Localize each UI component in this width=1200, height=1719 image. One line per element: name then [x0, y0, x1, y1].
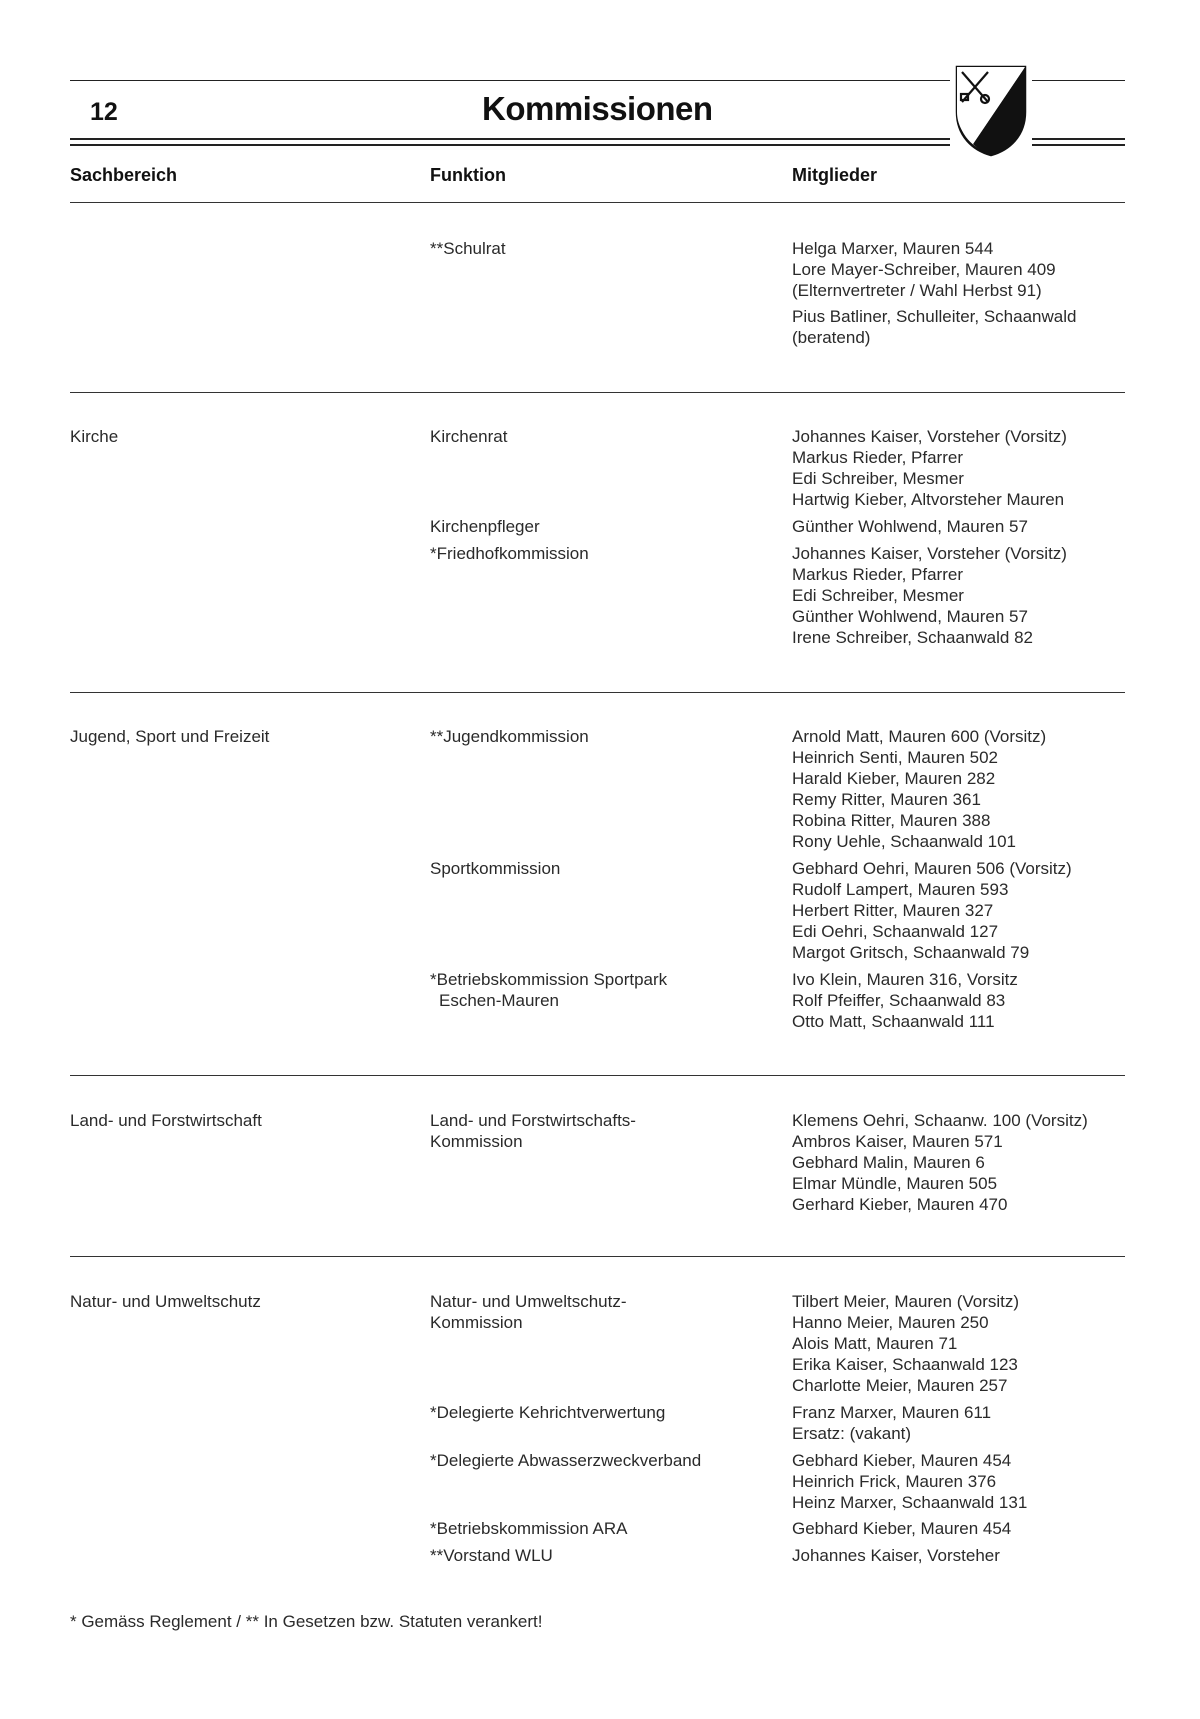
- funktion-line: Land- und Forstwirtschafts-: [430, 1111, 636, 1130]
- funktion-line: *Betriebskommission Sportpark: [430, 970, 668, 989]
- mitglieder-cell: [792, 543, 1067, 648]
- mitglieder-cell: [792, 1110, 1088, 1215]
- member-line: Johannes Kaiser, Vorsteher (Vorsitz): [792, 427, 1067, 446]
- mitglieder-cell: [792, 238, 1056, 301]
- funktion-cell: [430, 426, 507, 447]
- member-line: Remy Ritter, Mauren 361: [792, 790, 981, 809]
- member-line: Herbert Ritter, Mauren 327: [792, 901, 994, 920]
- member-line: Rony Uehle, Schaanwald 101: [792, 832, 1016, 851]
- member-line: Franz Marxer, Mauren 611: [792, 1403, 992, 1422]
- member-line: Charlotte Meier, Mauren 257: [792, 1376, 1008, 1395]
- header-top-rule: [70, 80, 950, 81]
- member-line: Gebhard Oehri, Mauren 506 (Vorsitz): [792, 859, 1072, 878]
- header-top-rule-right: [1032, 80, 1125, 81]
- member-line: (Elternvertreter / Wahl Herbst 91): [792, 281, 1042, 300]
- page-number: 12: [90, 98, 118, 126]
- funktion-line: Kirchenrat: [430, 427, 508, 446]
- member-line: Helga Marxer, Mauren 544: [792, 239, 994, 258]
- sachbereich-cell: Natur- und Umweltschutz: [70, 1292, 261, 1311]
- mitglieder-cell: [792, 426, 1067, 510]
- member-line: Heinz Marxer, Schaanwald 131: [792, 1493, 1028, 1512]
- funktion-cell: [430, 516, 540, 537]
- member-line: Markus Rieder, Pfarrer: [792, 448, 963, 467]
- funktion-cell: [430, 1110, 636, 1152]
- member-line: Ambros Kaiser, Mauren 571: [792, 1132, 1003, 1151]
- section-rule: [70, 1075, 1125, 1076]
- mitglieder-cell: [792, 1291, 1019, 1396]
- member-line: Rudolf Lampert, Mauren 593: [792, 880, 1009, 899]
- funktion-cell: [430, 1402, 665, 1423]
- page-title: Kommissionen: [482, 90, 713, 127]
- coat-of-arms-icon: [954, 64, 1028, 158]
- member-line: Günther Wohlwend, Mauren 57: [792, 607, 1028, 626]
- header-double-rule-4: [1032, 144, 1125, 146]
- mitglieder-cell: [792, 1402, 991, 1444]
- header-double-rule-3: [1032, 138, 1125, 140]
- funktion-line: Kommission: [430, 1313, 523, 1332]
- member-line: Ersatz: (vakant): [792, 1424, 912, 1443]
- header-double-rule-2: [70, 144, 950, 146]
- funktion-cell: [430, 1450, 701, 1471]
- funktion-line: **Jugendkommission: [430, 727, 589, 746]
- member-line: Harald Kieber, Mauren 282: [792, 769, 996, 788]
- mitglieder-cell: [792, 306, 1076, 348]
- member-line: Edi Schreiber, Mesmer: [792, 469, 964, 488]
- member-line: Johannes Kaiser, Vorsteher (Vorsitz): [792, 544, 1067, 563]
- funktion-line: *Delegierte Kehrichtverwertung: [430, 1403, 666, 1422]
- sachbereich-cell: Kirche: [70, 427, 119, 446]
- funktion-line: Natur- und Umweltschutz-: [430, 1292, 627, 1311]
- funktion-line: *Friedhofkommission: [430, 544, 589, 563]
- column-header-funktion: Funktion: [430, 165, 506, 185]
- member-line: Margot Gritsch, Schaanwald 79: [792, 943, 1030, 962]
- member-line: Gebhard Malin, Mauren 6: [792, 1153, 985, 1172]
- member-line: Elmar Mündle, Mauren 505: [792, 1174, 998, 1193]
- member-line: Gebhard Kieber, Mauren 454: [792, 1451, 1012, 1470]
- member-line: Edi Schreiber, Mesmer: [792, 586, 964, 605]
- member-line: Gerhard Kieber, Mauren 470: [792, 1195, 1008, 1214]
- member-line: Otto Matt, Schaanwald 111: [792, 1012, 995, 1031]
- member-line: Markus Rieder, Pfarrer: [792, 565, 963, 584]
- member-line: Robina Ritter, Mauren 388: [792, 811, 991, 830]
- mitglieder-cell: [792, 516, 1028, 537]
- funktion-cell: [430, 726, 589, 747]
- section-rule: [70, 692, 1125, 693]
- funktion-line: *Delegierte Abwasserzweckverband: [430, 1451, 702, 1470]
- funktion-cell: [430, 1518, 627, 1539]
- funktion-line: **Vorstand WLU: [430, 1546, 553, 1565]
- member-line: Ivo Klein, Mauren 316, Vorsitz: [792, 970, 1018, 989]
- member-line: Heinrich Frick, Mauren 376: [792, 1472, 997, 1491]
- header-double-rule-1: [70, 138, 950, 140]
- funktion-line: Sportkommission: [430, 859, 561, 878]
- member-line: Klemens Oehri, Schaanw. 100 (Vorsitz): [792, 1111, 1088, 1130]
- section-rule: [70, 1256, 1125, 1257]
- funktion-line: **Schulrat: [430, 239, 506, 258]
- member-line: Alois Matt, Mauren 71: [792, 1334, 958, 1353]
- column-header-mitglieder: Mitglieder: [792, 165, 878, 185]
- funktion-line: *Betriebskommission ARA: [430, 1519, 628, 1538]
- sachbereich-cell: Land- und Forstwirtschaft: [70, 1111, 262, 1130]
- mitglieder-cell: [792, 1518, 1011, 1539]
- member-line: Johannes Kaiser, Vorsteher: [792, 1546, 1000, 1565]
- member-line: Rolf Pfeiffer, Schaanwald 83: [792, 991, 1006, 1010]
- column-header-sachbereich: Sachbereich: [70, 165, 178, 185]
- member-line: Arnold Matt, Mauren 600 (Vorsitz): [792, 727, 1047, 746]
- funktion-cell: [430, 969, 667, 1011]
- mitglieder-cell: [792, 969, 1018, 1032]
- member-line: Erika Kaiser, Schaanwald 123: [792, 1355, 1018, 1374]
- header-bottom-rule: [70, 202, 1125, 203]
- member-line: Heinrich Senti, Mauren 502: [792, 748, 999, 767]
- member-line: Hartwig Kieber, Altvorsteher Mauren: [792, 490, 1065, 509]
- funktion-cell: [430, 543, 589, 564]
- funktion-cell: [430, 1291, 627, 1333]
- member-line: Edi Oehri, Schaanwald 127: [792, 922, 999, 941]
- funktion-line: Kommission: [430, 1132, 523, 1151]
- mitglieder-cell: [792, 858, 1072, 963]
- member-line: Lore Mayer-Schreiber, Mauren 409: [792, 260, 1056, 279]
- funktion-cell: [430, 1545, 553, 1566]
- mitglieder-cell: [792, 1450, 1027, 1513]
- funktion-line: Eschen-Mauren: [439, 991, 560, 1010]
- member-line: Günther Wohlwend, Mauren 57: [792, 517, 1028, 536]
- member-line: Tilbert Meier, Mauren (Vorsitz): [792, 1292, 1020, 1311]
- member-line: (beratend): [792, 328, 871, 347]
- member-line: Hanno Meier, Mauren 250: [792, 1313, 989, 1332]
- funktion-cell: [430, 238, 506, 259]
- mitglieder-cell: [792, 726, 1046, 852]
- member-line: Gebhard Kieber, Mauren 454: [792, 1519, 1012, 1538]
- mitglieder-cell: [792, 1545, 1000, 1566]
- sachbereich-cell: Jugend, Sport und Freizeit: [70, 727, 270, 746]
- member-line: Irene Schreiber, Schaanwald 82: [792, 628, 1033, 647]
- funktion-cell: [430, 858, 560, 879]
- footnote: * Gemäss Reglement / ** In Gesetzen bzw. Statuten verankert!: [70, 1612, 543, 1631]
- funktion-line: Kirchenpfleger: [430, 517, 540, 536]
- member-line: Pius Batliner, Schulleiter, Schaanwald: [792, 307, 1077, 326]
- section-rule: [70, 392, 1125, 393]
